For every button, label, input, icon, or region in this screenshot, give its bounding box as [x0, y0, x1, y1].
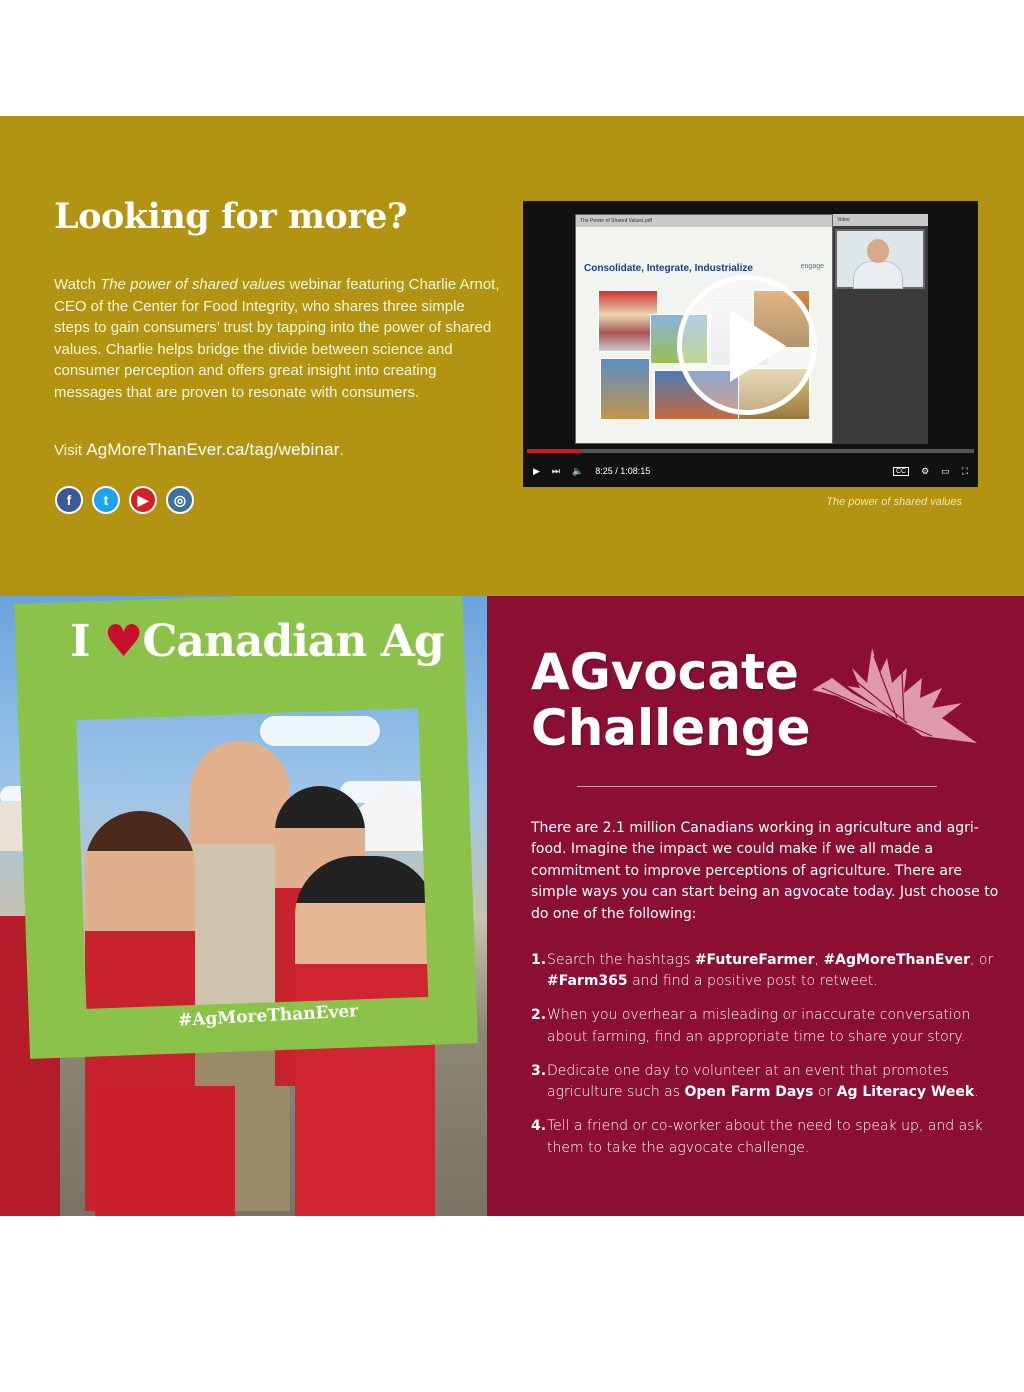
list-item [531, 1116, 1001, 1159]
video-player[interactable] [523, 201, 978, 487]
step-number: 2. [531, 1007, 547, 1024]
webinar-link[interactable]: AgMoreThanEver.ca/tag/webinar [86, 440, 340, 459]
step-text: Dedicate one day to volunteer at an event that promotes agriculture such as [547, 1062, 949, 1101]
section-heading: Looking for more? [54, 196, 408, 237]
visit-end: . [339, 442, 344, 459]
step-number: 4. [531, 1118, 547, 1135]
speaker-head [867, 239, 889, 263]
play-overlay-button[interactable] [677, 275, 817, 415]
step-text: Tell a friend or co-worker about the need to speak up, and ask them to take the agvocate challenge. [547, 1118, 983, 1156]
agvocate-steps [531, 950, 1001, 1172]
webcam-bar: Video [833, 214, 928, 226]
facebook-icon[interactable]: f [55, 486, 83, 514]
frame-hashtag: #AgMoreThanEver [177, 1001, 359, 1031]
market-tile [600, 358, 650, 420]
webinar-title: The power of shared values [100, 276, 286, 293]
settings-gear-icon[interactable]: ⚙ [921, 465, 930, 476]
visit-label: Visit [54, 442, 87, 459]
speaker-body [853, 261, 903, 289]
progress-fill [527, 449, 581, 453]
desc-text: Watch [54, 276, 101, 293]
webinar-section [0, 116, 1024, 596]
tote-bag [95, 1086, 235, 1216]
heart-icon: ♥ [103, 616, 143, 667]
instagram-icon[interactable]: ◎ [166, 486, 194, 514]
agvocate-intro: There are 2.1 million Canadians working in agriculture and agri-food. Imagine the impact we could make if we all made a commitment to improve perceptions of agriculture. There are simple ways you can start being an agvocate today. Just choose to do one of the following: [531, 820, 999, 922]
play-icon[interactable]: ▶ [533, 465, 540, 476]
event-name: Ag Literacy Week [836, 1084, 975, 1101]
desc-text: webinar featuring Charlie Arnot, CEO of the Center for Food Integrity, who shares three simple steps to gain consumers’ trust by tapping into the power of shared values. Charlie helps bridge the divide between science and consumer perception and offers great insight into creating messages that are proven to resonate with consumers. [54, 276, 500, 401]
maple-leaf-icon [812, 648, 977, 748]
step-text: . [974, 1084, 979, 1101]
time-readout: 8:25 / 1:08:15 [595, 466, 651, 476]
agvocate-title [531, 644, 811, 756]
divider [577, 786, 937, 787]
list-item [531, 1005, 1001, 1048]
step-number: 1. [531, 952, 547, 968]
event-name: Open Farm Days [684, 1084, 814, 1101]
captions-button[interactable]: CC [893, 467, 909, 476]
title-line-1: AGvocate [531, 643, 799, 701]
step-text: When you overhear a misleading or inaccurate conversation about farming, find an appropriate time to share your story. [547, 1007, 971, 1045]
visit-line [54, 440, 344, 460]
step-text: , or [970, 952, 994, 968]
list-item [531, 1061, 1001, 1104]
food-tile [598, 290, 658, 352]
frame-title [70, 616, 444, 667]
next-icon[interactable]: ⏭ [551, 465, 561, 476]
step-number: 3. [531, 1062, 547, 1079]
fullscreen-icon[interactable]: ⛶ [961, 465, 968, 476]
social-links [55, 486, 194, 514]
webinar-description [54, 274, 504, 404]
hashtag: #FutureFarmer [694, 952, 815, 968]
frame-title-text: Canadian Ag [142, 616, 444, 667]
step-text: and find a positive post to retweet. [627, 973, 878, 990]
webcam-view [835, 229, 925, 289]
title-line-2: Challenge [531, 699, 811, 757]
agvocate-section [487, 596, 1024, 1216]
hashtag: #Farm365 [547, 973, 628, 990]
theater-mode-icon[interactable]: ▭ [941, 465, 950, 476]
twitter-icon[interactable]: t [92, 486, 120, 514]
step-text: Search the hashtags [547, 952, 695, 968]
hashtag: #AgMoreThanEver [823, 952, 970, 968]
player-controls [523, 455, 978, 487]
list-item [531, 950, 1001, 993]
slide-title: Consolidate, Integrate, Industrialize [584, 263, 753, 274]
step-text: or [813, 1084, 837, 1101]
event-photo [0, 596, 487, 1216]
frame-title-i: I [70, 616, 90, 667]
video-caption: The power of shared values [826, 496, 962, 508]
slide-bar: The Power of Shared Values.pdf [576, 215, 832, 227]
volume-icon[interactable]: 🔈 [572, 465, 584, 476]
step-text: , [814, 952, 824, 968]
progress-bar[interactable] [527, 449, 974, 453]
youtube-icon[interactable]: ▶ [129, 486, 157, 514]
slide-brand: engage [800, 263, 824, 270]
